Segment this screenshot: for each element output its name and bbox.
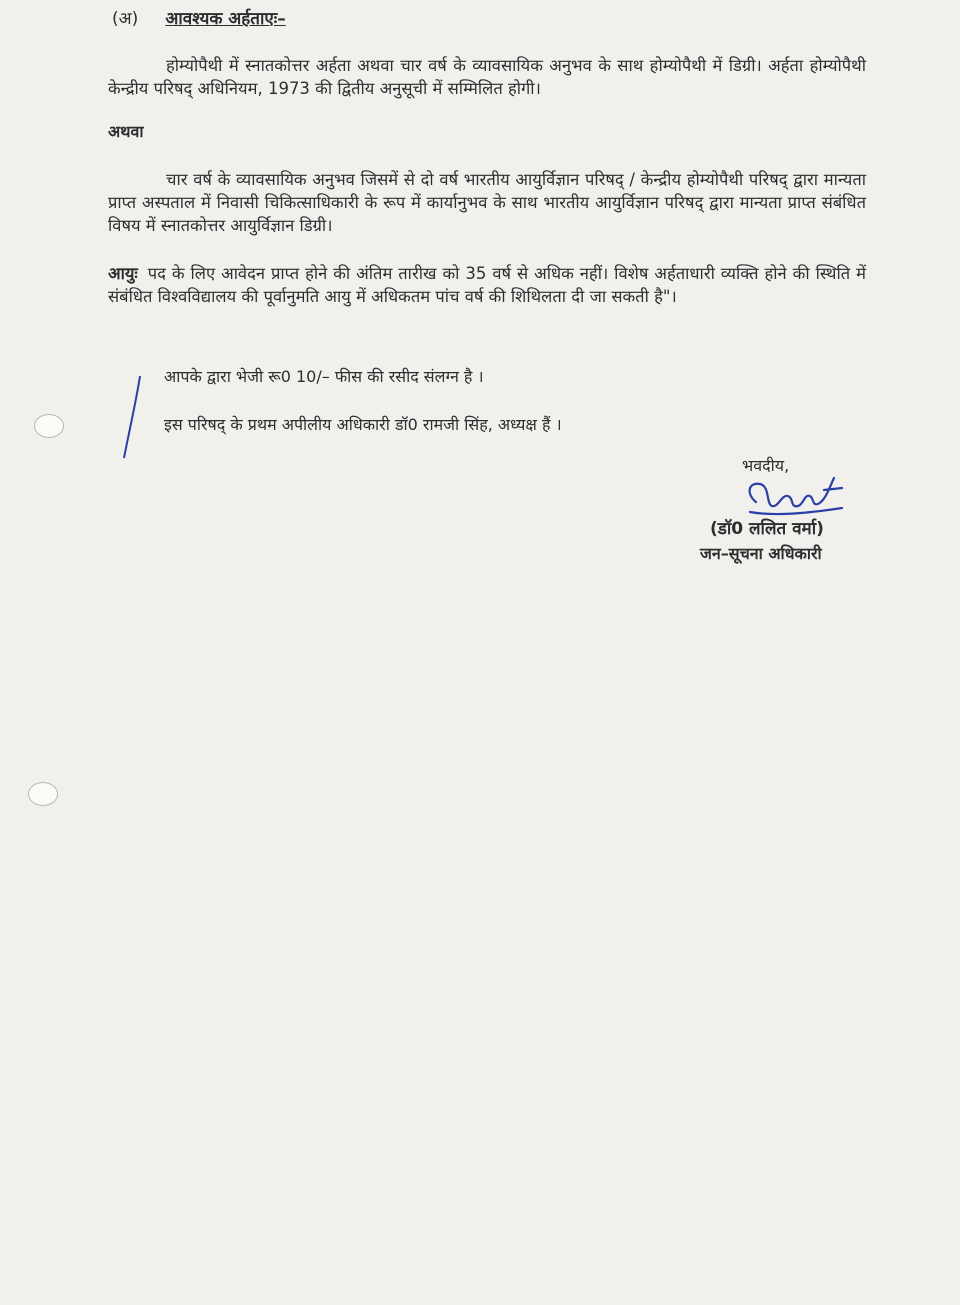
alternate-qualification-paragraph: चार वर्ष के व्यावसायिक अनुभव जिसमें से दो वर्ष भारतीय आयुर्विज्ञान परिषद् / केन्द्रीय होम्योपैथी परिषद् द्वारा मान्यता प्राप्त अस्पताल में निवासी चिकित्साधिकारी के रूप में कार्यानुभव के साथ भारतीय आयुर्विज्ञान परिषद् द्वारा मान्यता प्राप्त संबंधित विषय में स्नातकोत्तर आयुर्विज्ञान डिग्री।: [108, 170, 866, 235]
age-text: पद के लिए आवेदन प्राप्त होने की अंतिम तारीख को 35 वर्ष से अधिक नहीं। विशेष अर्हताधारी व्यक्ति होने की स्थिति में संबंधित विश्वविद्यालय की पूर्वानुमति आयु में अधिकतम पांच वर्ष की शिथिलता दी जा सकती है"।: [108, 264, 866, 306]
age-paragraph: [108, 262, 866, 308]
handwritten-signature: [742, 472, 852, 522]
closing-salutation: भवदीय,: [742, 456, 790, 475]
section-title: आवश्यक अर्हताएः–: [165, 9, 286, 29]
signatory-name: (डॉ0 ललित वर्मा): [710, 519, 824, 539]
or-label: अथवा: [108, 122, 144, 141]
qualification-paragraph: होम्योपैथी में स्नातकोत्तर अर्हता अथवा चार वर्ष के व्यावसायिक अनुभव के साथ होम्योपैथी में डिग्री। अर्हता होम्योपैथी केन्द्रीय परिषद् अधिनियम, 1973 की द्वितीय अनुसूची में सम्मिलित होगी।: [108, 56, 866, 98]
section-heading: [112, 6, 286, 29]
section-mark: (अ): [112, 9, 139, 29]
age-label: आयुः: [108, 264, 138, 283]
signatory-designation: जन–सूचना अधिकारी: [700, 544, 822, 563]
punch-hole: [28, 782, 58, 806]
appellate-authority-line: इस परिषद् के प्रथम अपीलीय अधिकारी डॉ0 रामजी सिंह, अध्यक्ष हैं ।: [164, 415, 562, 434]
fee-receipt-line: आपके द्वारा भेजी रू0 10/– फीस की रसीद संलग्न है ।: [164, 367, 484, 386]
pen-stroke-mark: [116, 372, 146, 462]
punch-hole: [34, 414, 64, 438]
